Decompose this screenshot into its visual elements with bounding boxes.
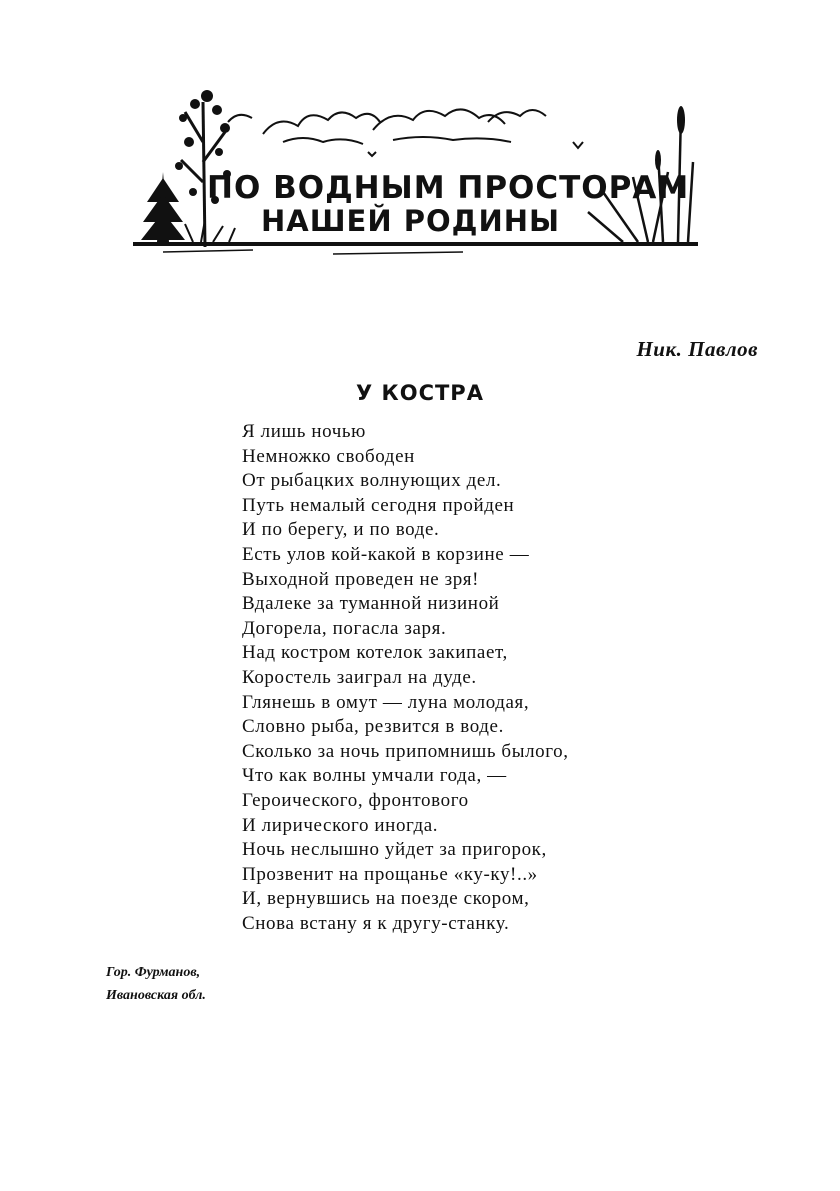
poem-line: Ночь неслышно уйдет за пригорок, — [242, 839, 547, 861]
poem-line: Прозвенит на прощанье «ку-ку!..» — [242, 863, 538, 885]
poem-text — [242, 420, 569, 936]
poem-line: Я лишь ночью — [242, 421, 366, 442]
section-header-illustration — [133, 82, 698, 257]
place-line-2: Ивановская обл. — [106, 988, 206, 1003]
place-of-origin — [106, 961, 206, 1007]
poem-line: Есть улов кой-какой в корзине — — [242, 543, 530, 565]
poem-line: Героического, фронтового — [242, 789, 469, 811]
poem-line: Снова встану я к другу-станку. — [242, 912, 510, 934]
poem-line: Догорела, погасла заря. — [242, 617, 447, 639]
header-line-2: НАШЕЙ РОДИНЫ — [261, 204, 561, 238]
poem-line: Коростель заиграл на дуде. — [242, 666, 477, 688]
poem-line: Глянешь в омут — луна молодая, — [242, 691, 530, 713]
poem-line: Выходной проведен не зря! — [242, 568, 480, 590]
poem-line: Немножко свободен — [242, 445, 415, 467]
poem-line: Путь немалый сегодня пройден — [242, 494, 515, 516]
poem-title: У КОСТРА — [356, 381, 484, 405]
poem-line: Словно рыба, резвится в воде. — [242, 716, 504, 738]
poem-line: Что как волны умчали года, — — [242, 765, 507, 787]
poem-line: Над костром котелок закипает, — [242, 642, 508, 664]
poem-line: Вдалеке за туманной низиной — [242, 593, 500, 615]
author-name: Ник. Павлов — [636, 337, 758, 361]
header-line-1: ПО ВОДНЫМ ПРОСТОРАМ — [207, 170, 690, 206]
poem-line: От рыбацких волнующих дел. — [242, 470, 502, 492]
poem-line: И, вернувшись на поезде скором, — [242, 888, 530, 910]
poem-line: И лирического иногда. — [242, 814, 439, 836]
poem-line: Сколько за ночь припомнишь былого, — [242, 740, 569, 762]
place-line-1: Гор. Фурманов, — [106, 965, 201, 980]
poem-line: И по берегу, и по воде. — [242, 519, 440, 541]
